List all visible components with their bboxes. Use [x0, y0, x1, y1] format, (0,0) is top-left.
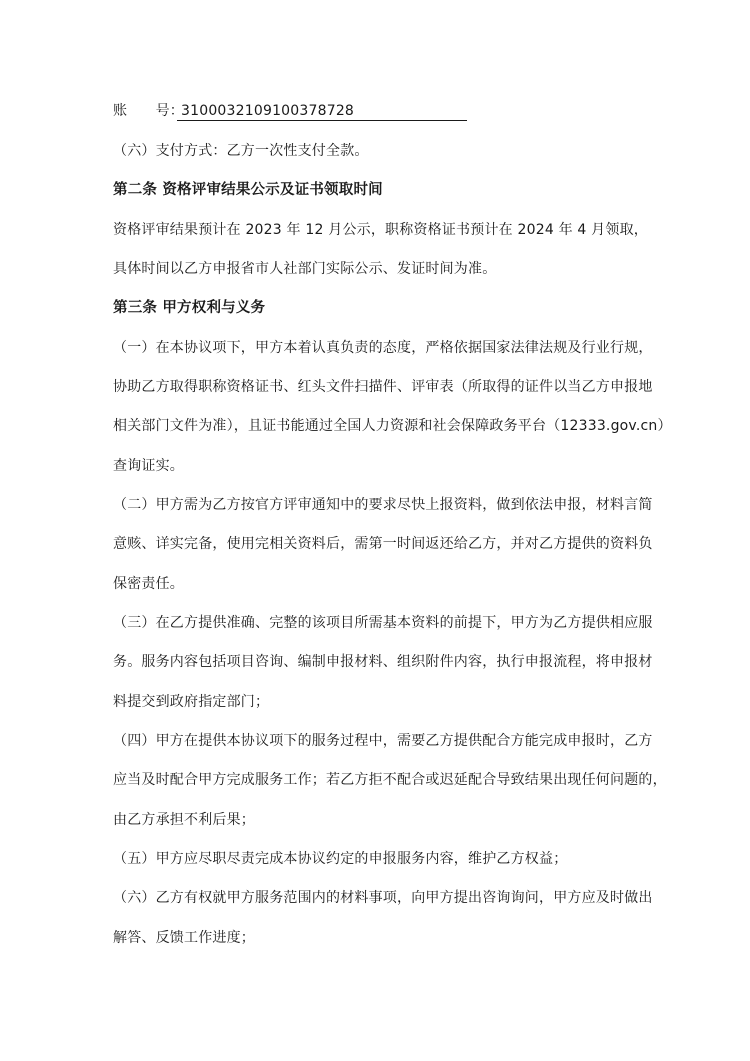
article-2-line-2: 具体时间以乙方申报省市人社部门实际公示、发证时间为准。 — [113, 261, 497, 277]
account-number: 3100032109100378728 — [177, 102, 467, 121]
account-label: 账 号： — [113, 103, 184, 119]
article-3-heading: 第三条 甲方权利与义务 — [113, 300, 266, 316]
article-2-heading: 第二条 资格评审结果公示及证书领取时间 — [113, 182, 383, 198]
clause-1-line-1: （一）在本协议项下，甲方本着认真负责的态度，严格依据国家法律法规及行业行规， — [113, 340, 653, 356]
clause-4-line-3: 由乙方承担不利后果； — [113, 812, 255, 828]
clause-4-line-1: （四）甲方在提供本协议项下的服务过程中，需要乙方提供配合方能完成申报时，乙方 — [113, 733, 653, 749]
clause-2-line-3: 保密责任。 — [113, 576, 184, 592]
clause-5-line-1: （五）甲方应尽职尽责完成本协议约定的申报服务内容，维护乙方权益； — [113, 851, 568, 867]
clause-3-line-1: （三）在乙方提供准确、完整的该项目所需基本资料的前提下，甲方为乙方提供相应服 — [113, 615, 653, 631]
clause-6-line-2: 解答、反馈工作进度； — [113, 930, 255, 946]
clause-2-line-2: 意赅、详实完备，使用完相关资料后，需第一时间返还给乙方，并对乙方提供的资料负 — [113, 536, 653, 552]
clause-3-line-3: 料提交到政府指定部门； — [113, 694, 270, 710]
clause-1-line-4: 查询证实。 — [113, 458, 184, 474]
clause-6-line-1: （六）乙方有权就甲方服务范围内的材料事项，向甲方提出咨询询问，甲方应及时做出 — [113, 890, 653, 906]
clause-1-line-3: 相关部门文件为准），且证书能通过全国人力资源和社会保障政务平台（12333.gov.cn） — [113, 418, 672, 434]
clause-4-line-2: 应当及时配合甲方完成服务工作；若乙方拒不配合或迟延配合导致结果出现任何问题的， — [113, 772, 667, 788]
payment-method-line: （六）支付方式：乙方一次性支付全款。 — [113, 143, 369, 159]
clause-2-line-1: （二）甲方需为乙方按官方评审通知中的要求尽快上报资料，做到依法申报，材料言简 — [113, 497, 653, 513]
account-line — [113, 101, 467, 121]
clause-3-line-2: 务。服务内容包括项目咨询、编制申报材料、组织附件内容，执行申报流程，将申报材 — [113, 654, 653, 670]
article-2-line-1: 资格评审结果预计在 2023 年 12 月公示，职称资格证书预计在 2024 年 4 月领取， — [113, 222, 648, 238]
clause-1-line-2: 协助乙方取得职称资格证书、红头文件扫描件、评审表（所取得的证件以当乙方申报地 — [113, 379, 653, 395]
